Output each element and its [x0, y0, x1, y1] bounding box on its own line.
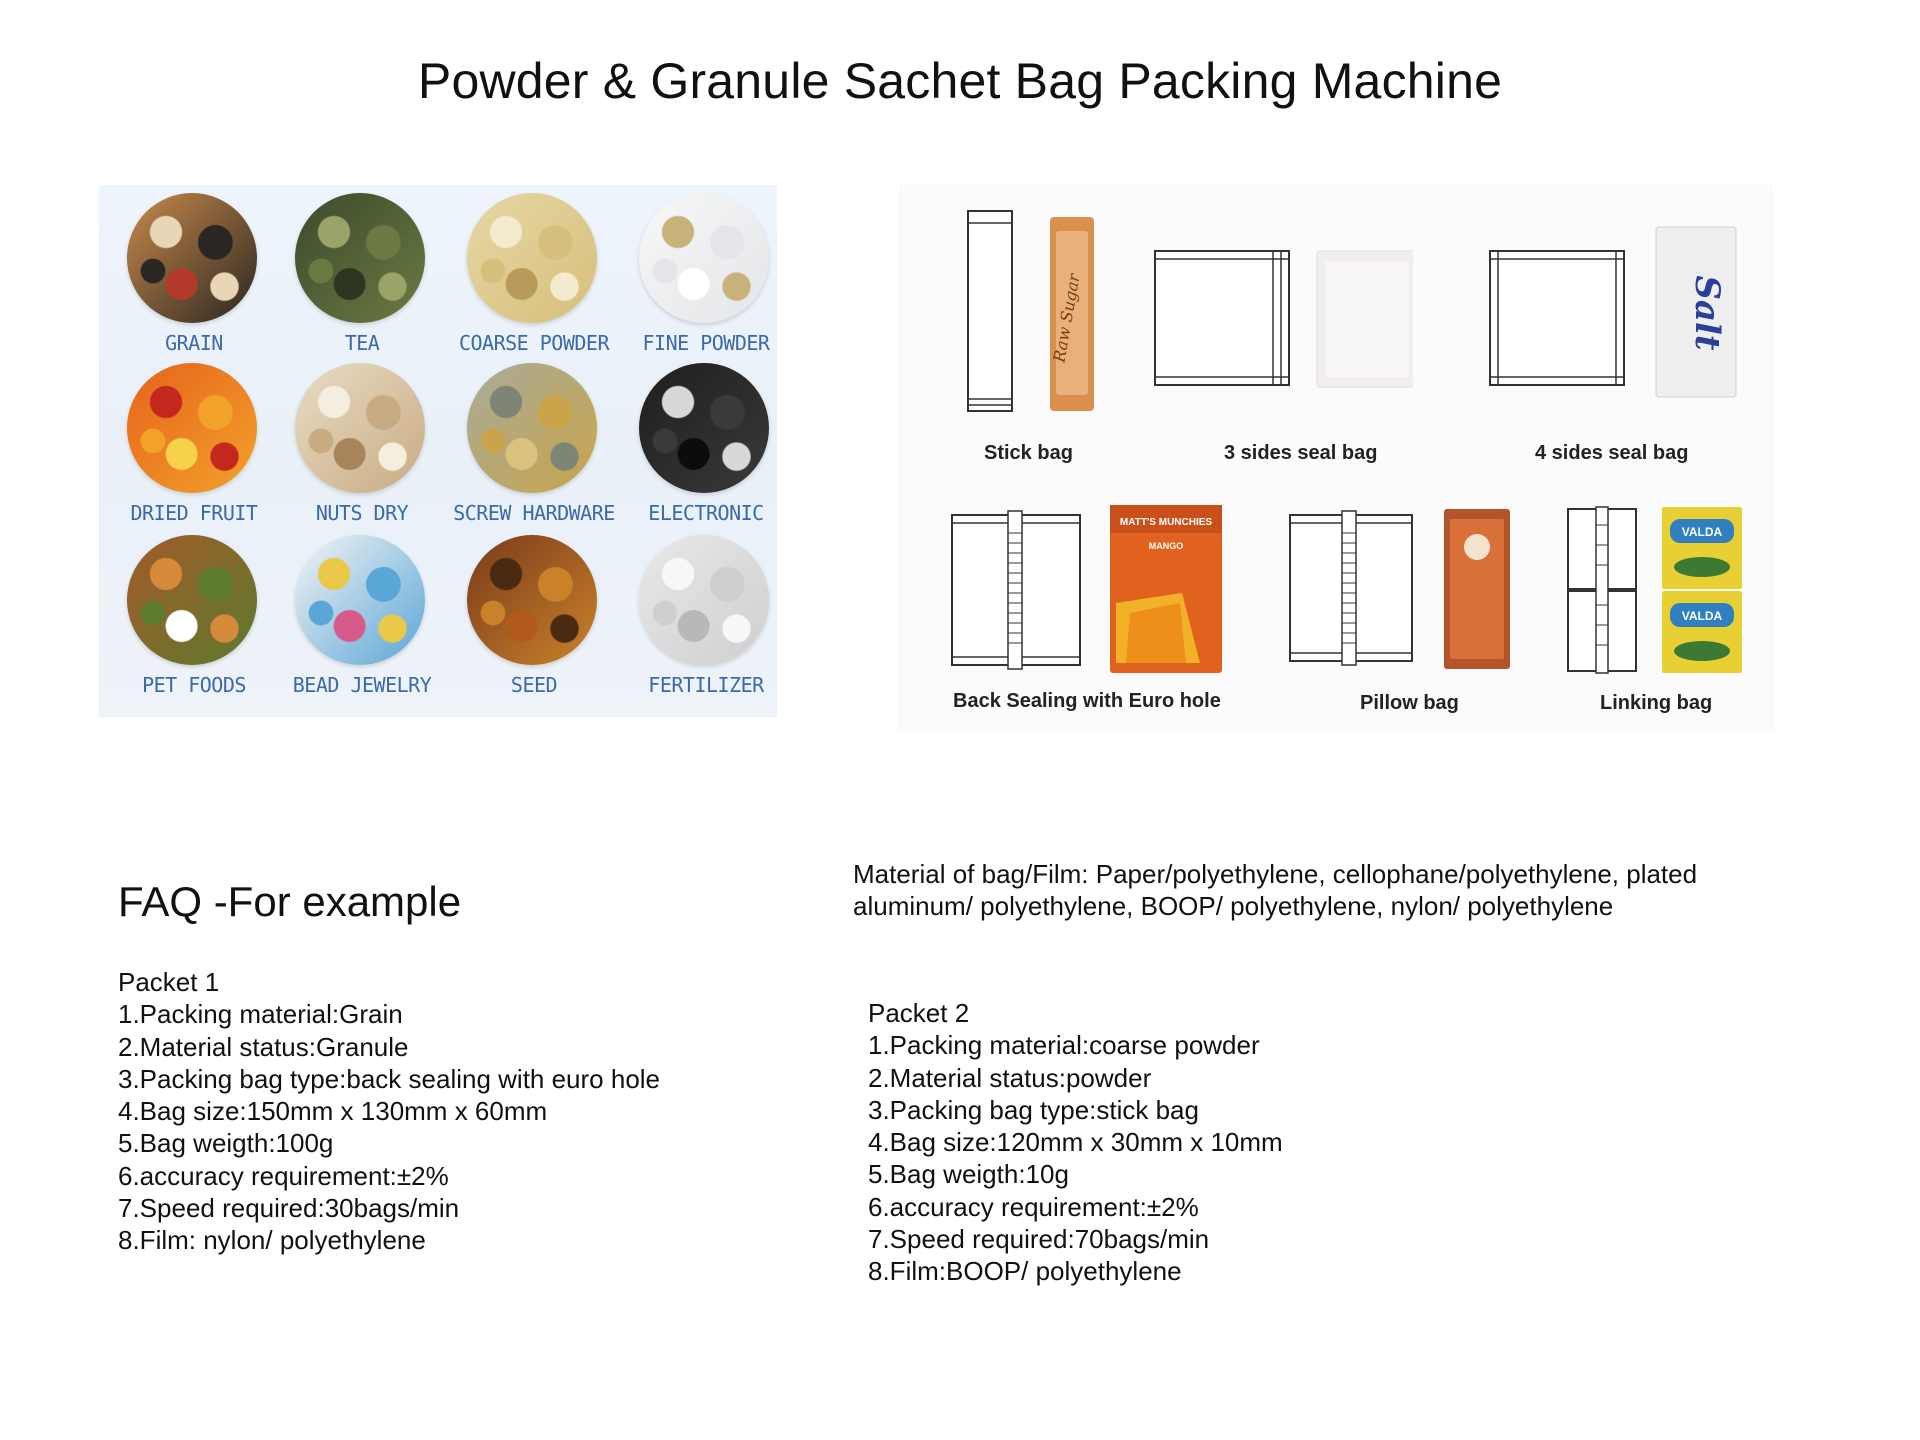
materials-grid [99, 185, 777, 717]
nuts-icon [295, 363, 425, 493]
material-item [621, 527, 791, 705]
screw-icon [467, 363, 597, 493]
packet-1-line: 5.Bag weigth:100g [118, 1128, 334, 1159]
packet-1-line: 4.Bag size:150mm x 130mm x 60mm [118, 1096, 548, 1127]
packet-1-line: 7.Speed required:30bags/min [118, 1193, 460, 1224]
packet-2-line: 8.Film:BOOP/ polyethylene [868, 1256, 1182, 1287]
bag-label-three-side: 3 sides seal bag [1224, 442, 1378, 464]
material-label: DRIED FRUIT [130, 501, 258, 525]
munchies-flavor-text: MANGO [1148, 541, 1184, 551]
material-item [277, 355, 447, 533]
material-item [621, 355, 791, 533]
film-material-text: Material of bag/Film: Paper/polyethylene, cellophane/polyethylene, plated aluminum/ polyethylene, BOOP/ polyethylene, nylon/ polyethylene [853, 859, 1698, 921]
grain-icon [127, 193, 257, 323]
packet-1-line: 6.accuracy requirement:±2% [118, 1160, 449, 1191]
bag-label-linking: Linking bag [1600, 692, 1713, 714]
three-side-seal-bag-icon [1153, 249, 1413, 399]
back-sealing-euro-hole-bag-icon [950, 503, 1230, 683]
material-item [621, 185, 791, 363]
stick-bag-sample-text: Raw Sugar [1049, 272, 1084, 364]
material-label: BEAD JEWELRY [292, 673, 432, 697]
page-title: Powder & Granule Sachet Bag Packing Machine [417, 53, 1503, 109]
pet-food-icon [127, 535, 257, 665]
bag-label-four-side: 4 sides seal bag [1535, 442, 1689, 464]
bag-types-panel [898, 185, 1774, 731]
bead-icon [295, 535, 425, 665]
faq-title: FAQ -For example [118, 878, 462, 925]
valda-text-bottom: VALDA [1681, 609, 1723, 623]
electronic-icon [639, 363, 769, 493]
valda-text-top: VALDA [1681, 525, 1723, 539]
material-item [109, 355, 279, 533]
bag-label-pillow: Pillow bag [1360, 692, 1459, 714]
packet-2-line: 1.Packing material:coarse powder [868, 1030, 1260, 1061]
packet-2-line: 7.Speed required:70bags/min [868, 1224, 1210, 1255]
salt-sample-text: Salt [1687, 275, 1727, 351]
packet-2-heading: Packet 2 [868, 998, 970, 1028]
material-label: FINE POWDER [642, 331, 770, 355]
packet-1-heading: Packet 1 [118, 967, 220, 997]
dried-fruit-icon [127, 363, 257, 493]
material-item [449, 185, 619, 363]
material-item [109, 527, 279, 705]
packet-2-line: 3.Packing bag type:stick bag [868, 1094, 1199, 1125]
packet-2-line: 2.Material status:powder [868, 1062, 1152, 1093]
material-item [277, 527, 447, 705]
packet-1 [118, 966, 660, 1257]
material-label: GRAIN [165, 331, 223, 355]
bag-label-back-sealing: Back Sealing with Euro hole [953, 690, 1221, 712]
pillow-bag-icon [1288, 507, 1518, 677]
packet-1-line: 2.Material status:Granule [118, 1031, 409, 1062]
fertilizer-icon [639, 535, 769, 665]
packet-2-line: 4.Bag size:120mm x 30mm x 10mm [868, 1127, 1283, 1158]
material-label: FERTILIZER [648, 673, 764, 697]
bag-label-stick: Stick bag [984, 442, 1073, 464]
material-label: PET FOODS [142, 673, 246, 697]
material-item [109, 185, 279, 363]
material-label: SCREW HARDWARE [453, 501, 615, 525]
coarse-powder-icon [467, 193, 597, 323]
material-label: SEED [510, 673, 558, 697]
fine-powder-icon [639, 193, 769, 323]
material-label: TEA [344, 331, 380, 355]
material-label: ELECTRONIC [648, 501, 764, 525]
material-label: COARSE POWDER [458, 331, 610, 355]
packet-2-line: 6.accuracy requirement:±2% [868, 1191, 1199, 1222]
stick-bag-icon [966, 209, 1116, 419]
material-item [277, 185, 447, 363]
linking-bag-icon [1566, 505, 1746, 681]
packet-2 [868, 997, 1283, 1288]
packet-1-line: 8.Film: nylon/ polyethylene [118, 1225, 426, 1256]
seed-icon [467, 535, 597, 665]
four-side-seal-bag-icon [1488, 225, 1748, 405]
packet-1-line: 1.Packing material:Grain [118, 999, 403, 1030]
material-item [449, 355, 619, 533]
packet-1-line: 3.Packing bag type:back sealing with euro hole [118, 1063, 661, 1094]
tea-icon [295, 193, 425, 323]
munchies-brand-text: MATT'S MUNCHIES [1119, 517, 1213, 528]
material-label: NUTS DRY [315, 501, 409, 525]
packet-2-line: 5.Bag weigth:10g [868, 1159, 1069, 1190]
material-item [449, 527, 619, 705]
